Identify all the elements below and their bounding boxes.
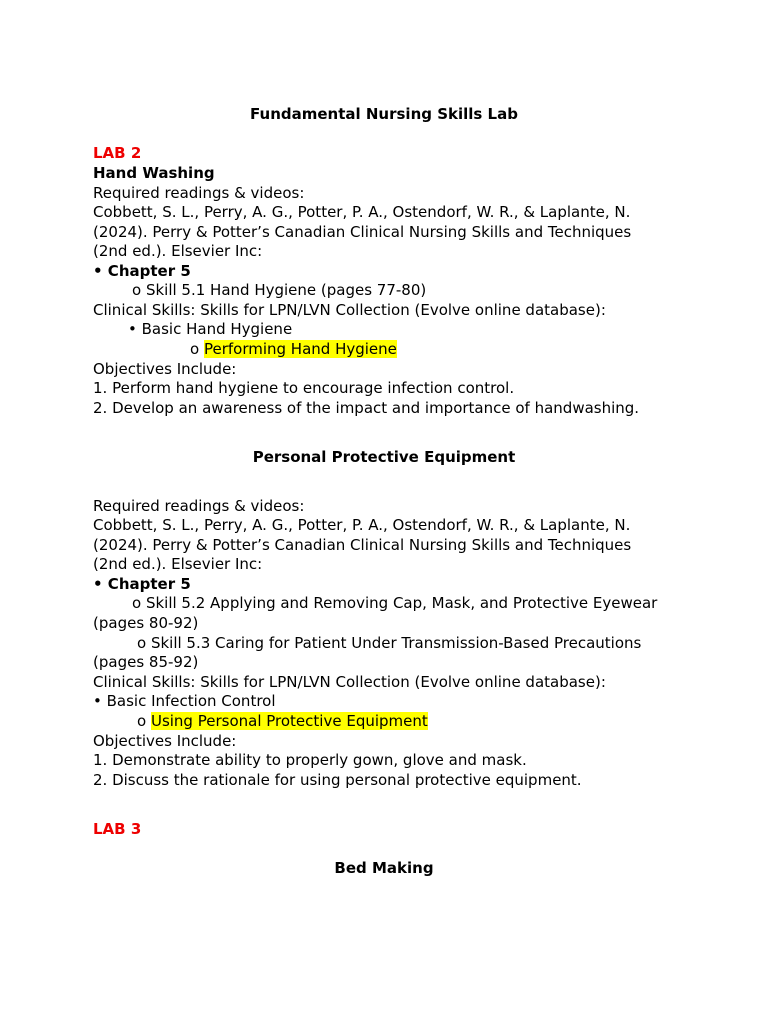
hw-video-marker: o: [190, 340, 200, 358]
hw-video-link[interactable]: Performing Hand Hygiene: [203, 340, 397, 358]
ppe-video-item: [137, 712, 428, 732]
bed-making-heading: Bed Making: [334, 859, 434, 877]
hw-video-item: [190, 340, 397, 360]
ppe-objective: 1. Demonstrate ability to properly gown, glove and mask.: [93, 751, 527, 769]
ppe-video-link[interactable]: Using Personal Protective Equipment: [150, 712, 428, 730]
ppe-video-marker: o: [137, 712, 147, 730]
ppe-skill-pages: (pages 80-92): [93, 614, 199, 632]
hw-objectives-label: Objectives Include:: [93, 360, 237, 378]
ppe-clinical-skills: Clinical Skills: Skills for LPN/LVN Collection (Evolve online database):: [93, 673, 606, 691]
hand-washing-heading: Hand Washing: [93, 164, 215, 182]
hw-chapter: • Chapter 5: [93, 262, 191, 280]
ppe-chapter: • Chapter 5: [93, 575, 191, 593]
hw-objective: 2. Develop an awareness of the impact and importance of handwashing.: [93, 399, 640, 417]
hw-clinical-skills: Clinical Skills: Skills for LPN/LVN Collection (Evolve online database):: [93, 301, 606, 319]
ppe-required-label: Required readings & videos:: [93, 497, 305, 515]
hw-citation-line: (2024). Perry & Potter’s Canadian Clinical Nursing Skills and Techniques: [93, 223, 632, 241]
ppe-citation-line: (2024). Perry & Potter’s Canadian Clinical Nursing Skills and Techniques: [93, 536, 632, 554]
ppe-skill: o Skill 5.3 Caring for Patient Under Transmission-Based Precautions: [137, 634, 642, 652]
ppe-objectives-label: Objectives Include:: [93, 732, 237, 750]
hw-citation-line: Cobbett, S. L., Perry, A. G., Potter, P. A., Ostendorf, W. R., & Laplante, N.: [93, 203, 631, 221]
ppe-citation-line: Cobbett, S. L., Perry, A. G., Potter, P. A., Ostendorf, W. R., & Laplante, N.: [93, 516, 631, 534]
document-title: Fundamental Nursing Skills Lab: [250, 105, 518, 123]
lab3-label: LAB 3: [93, 820, 142, 838]
ppe-skill-pages: (pages 85-92): [93, 653, 199, 671]
ppe-heading: Personal Protective Equipment: [252, 448, 516, 466]
hw-objective: 1. Perform hand hygiene to encourage infection control.: [93, 379, 515, 397]
hw-skill: o Skill 5.1 Hand Hygiene (pages 77-80): [132, 281, 427, 299]
hw-required-label: Required readings & videos:: [93, 184, 305, 202]
hw-topic: • Basic Hand Hygiene: [128, 320, 293, 338]
lab2-label: LAB 2: [93, 144, 142, 162]
hw-citation-line: (2nd ed.). Elsevier Inc:: [93, 242, 263, 260]
ppe-topic: • Basic Infection Control: [93, 692, 276, 710]
ppe-skill: o Skill 5.2 Applying and Removing Cap, Mask, and Protective Eyewear: [132, 594, 658, 612]
ppe-objective: 2. Discuss the rationale for using personal protective equipment.: [93, 771, 582, 789]
ppe-citation-line: (2nd ed.). Elsevier Inc:: [93, 555, 263, 573]
